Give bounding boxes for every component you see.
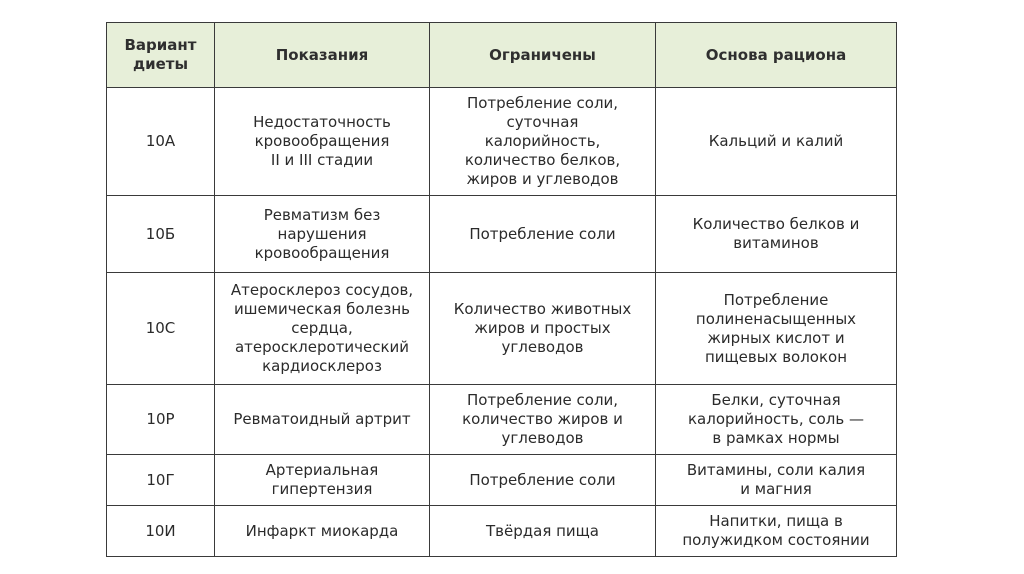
cell-diet-basis: Кальций и калий xyxy=(656,88,897,196)
header-diet-variant: Вариант диеты xyxy=(107,23,215,88)
cell-diet-variant: 10Б xyxy=(107,196,215,273)
cell-restrictions: Количество животных жиров и простых углеводов xyxy=(430,273,656,385)
cell-diet-basis: Белки, суточная калорийность, соль — в рамках нормы xyxy=(656,385,897,455)
cell-diet-basis: Напитки, пища в полужидком состоянии xyxy=(656,506,897,557)
table-row xyxy=(107,88,897,196)
header-indications: Показания xyxy=(215,23,430,88)
cell-restrictions: Потребление соли, суточная калорийность, количество белков, жиров и углеводов xyxy=(430,88,656,196)
table-row xyxy=(107,385,897,455)
table-row xyxy=(107,455,897,506)
cell-indications: Ревматизм без нарушения кровообращения xyxy=(215,196,430,273)
header-diet-basis: Основа рациона xyxy=(656,23,897,88)
cell-restrictions: Потребление соли xyxy=(430,196,656,273)
cell-diet-variant: 10С xyxy=(107,273,215,385)
cell-diet-variant: 10А xyxy=(107,88,215,196)
cell-indications: Атеросклероз сосудов, ишемическая болезнь сердца, атеросклеротический кардиосклероз xyxy=(215,273,430,385)
cell-diet-basis: Витамины, соли калия и магния xyxy=(656,455,897,506)
cell-diet-variant: 10И xyxy=(107,506,215,557)
cell-indications: Инфаркт миокарда xyxy=(215,506,430,557)
cell-diet-variant: 10Г xyxy=(107,455,215,506)
cell-indications: Ревматоидный артрит xyxy=(215,385,430,455)
cell-restrictions: Потребление соли xyxy=(430,455,656,506)
header-restrictions: Ограничены xyxy=(430,23,656,88)
cell-indications: Артериальная гипертензия xyxy=(215,455,430,506)
table-row xyxy=(107,506,897,557)
table-row xyxy=(107,273,897,385)
cell-diet-variant: 10Р xyxy=(107,385,215,455)
cell-indications: Недостаточность кровообращения II и III стадии xyxy=(215,88,430,196)
diet-table xyxy=(106,22,897,557)
table-row xyxy=(107,196,897,273)
cell-diet-basis: Потребление полиненасыщенных жирных кислот и пищевых волокон xyxy=(656,273,897,385)
cell-diet-basis: Количество белков и витаминов xyxy=(656,196,897,273)
cell-restrictions: Потребление соли, количество жиров и углеводов xyxy=(430,385,656,455)
cell-restrictions: Твёрдая пища xyxy=(430,506,656,557)
table-header-row xyxy=(107,23,897,88)
